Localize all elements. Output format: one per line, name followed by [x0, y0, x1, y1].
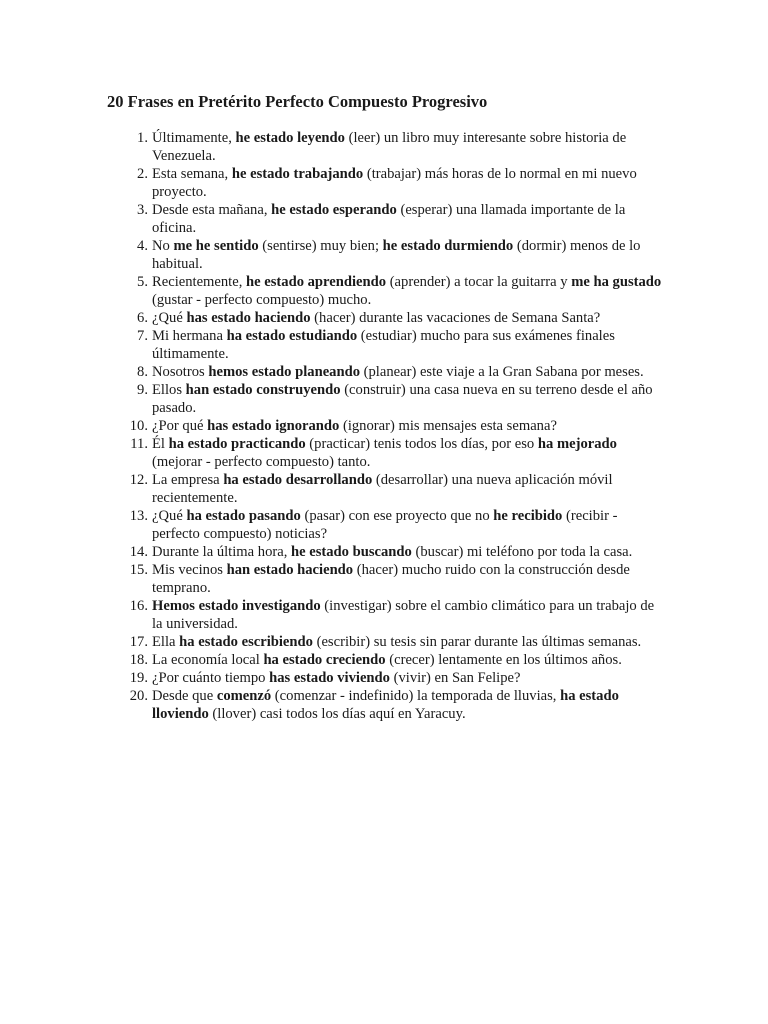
sentence-text: Desde que	[152, 688, 217, 704]
sentence-text: Mis vecinos	[152, 562, 227, 578]
verb-phrase: has estado ignorando	[207, 418, 340, 434]
list-item	[110, 471, 666, 507]
sentence-text: (gustar - perfecto compuesto) mucho.	[152, 292, 372, 308]
sentence-text: (crecer) lentamente en los últimos años.	[385, 652, 622, 668]
list-item	[110, 669, 666, 687]
list-item	[110, 561, 666, 597]
list-item	[110, 651, 666, 669]
verb-phrase: Hemos estado investigando	[152, 598, 321, 614]
verb-phrase: ha estado desarrollando	[223, 472, 373, 488]
list-item-number: 13.	[129, 508, 148, 524]
verb-phrase: comenzó	[216, 688, 272, 704]
list-item-number: 16.	[129, 598, 148, 614]
sentence-text: (dormir) menos de lo habitual.	[152, 238, 641, 272]
list-item	[110, 165, 666, 201]
document-title: 20 Frases en Pretérito Perfecto Compuesto Progresivo	[107, 92, 488, 111]
sentence-text: (practicar) tenis todos los días, por eso	[305, 436, 538, 452]
sentence-text: ¿Por qué	[152, 418, 208, 434]
verb-phrase: ha estado escribiendo	[179, 634, 313, 650]
list-item	[110, 633, 666, 651]
sentence-text: Nosotros	[152, 364, 209, 380]
sentence-text: ¿Qué	[152, 310, 187, 326]
list-item	[110, 327, 666, 363]
verb-phrase: hemos estado planeando	[208, 364, 360, 380]
list-item	[110, 381, 666, 417]
verb-phrase: he estado leyendo	[235, 130, 345, 146]
sentence-text: ¿Por cuánto tiempo	[152, 670, 270, 686]
sentence-text: (llover) casi todos los días aquí en Yaracuy.	[208, 706, 466, 722]
sentence-text: Últimamente,	[152, 130, 236, 146]
sentence-text: Ella	[152, 634, 180, 650]
verb-phrase: he estado esperando	[271, 202, 397, 218]
list-item-number: 2.	[137, 166, 148, 182]
sentence-text: (buscar) mi teléfono por toda la casa.	[411, 544, 633, 560]
sentence-text: Esta semana,	[152, 166, 232, 182]
sentence-text: (trabajar) más horas de lo normal en mi nuevo proyecto.	[152, 166, 637, 200]
sentence-text: (vivir) en San Felipe?	[389, 670, 521, 686]
sentence-text: Recientemente,	[152, 274, 247, 290]
sentence-text: (escribir) su tesis sin parar durante las últimas semanas.	[312, 634, 642, 650]
sentence-text: (investigar) sobre el cambio climático para un trabajo de la universidad.	[152, 598, 655, 632]
sentence-text: (pasar) con ese proyecto que no	[300, 508, 494, 524]
sentence-list	[110, 129, 666, 723]
verb-phrase: ha mejorado	[537, 436, 617, 452]
verb-phrase: he recibido	[493, 508, 563, 524]
sentence-text: (desarrollar) una nueva aplicación móvil recientemente.	[152, 472, 613, 506]
list-item	[110, 309, 666, 327]
verb-phrase: han estado haciendo	[226, 562, 354, 578]
sentence-text: Ellos	[152, 382, 186, 398]
verb-phrase: me he sentido	[173, 238, 259, 254]
verb-phrase: he estado durmiendo	[382, 238, 514, 254]
sentence-text: Mi hermana	[152, 328, 227, 344]
list-item-number: 3.	[137, 202, 148, 218]
sentence-text: (construir) una casa nueva en su terreno desde el año pasado.	[152, 382, 653, 416]
list-item-number: 18.	[129, 652, 148, 668]
list-item	[110, 363, 666, 381]
verb-phrase: me ha gustado	[571, 274, 662, 290]
verb-phrase: han estado construyendo	[185, 382, 341, 398]
list-item	[110, 237, 666, 273]
verb-phrase: ha estado pasando	[186, 508, 301, 524]
list-item-number: 7.	[137, 328, 148, 344]
sentence-text: (leer) un libro muy interesante sobre historia de Venezuela.	[152, 130, 627, 164]
sentence-text: La empresa	[152, 472, 224, 488]
verb-phrase: has estado viviendo	[269, 670, 390, 686]
list-item-number: 19.	[129, 670, 148, 686]
list-item-number: 12.	[129, 472, 148, 488]
list-item	[110, 417, 666, 435]
list-item-number: 8.	[137, 364, 148, 380]
list-item	[110, 543, 666, 561]
sentence-text: Durante la última hora,	[152, 544, 291, 560]
sentence-text: (sentirse) muy bien;	[258, 238, 383, 254]
list-item-number: 20.	[129, 688, 148, 704]
list-item	[110, 597, 666, 633]
list-item	[110, 129, 666, 165]
sentence-text: La economía local	[152, 652, 264, 668]
verb-phrase: has estado haciendo	[186, 310, 311, 326]
verb-phrase: he estado aprendiendo	[246, 274, 387, 290]
list-item-number: 9.	[137, 382, 148, 398]
list-item-number: 11.	[130, 436, 148, 452]
list-item	[110, 687, 666, 723]
list-item-number: 1.	[137, 130, 148, 146]
verb-phrase: he estado trabajando	[231, 166, 364, 182]
sentence-text: (comenzar - indefinido) la temporada de lluvias,	[271, 688, 561, 704]
list-item	[110, 435, 666, 471]
list-item-number: 15.	[129, 562, 148, 578]
list-item-number: 14.	[129, 544, 148, 560]
list-item-number: 10.	[129, 418, 148, 434]
list-item-number: 4.	[137, 238, 148, 254]
sentence-text: (hacer) durante las vacaciones de Semana Santa?	[310, 310, 601, 326]
sentence-text: (hacer) mucho ruido con la construcción desde temprano.	[152, 562, 630, 596]
list-item-number: 6.	[137, 310, 148, 326]
verb-phrase: he estado buscando	[291, 544, 412, 560]
list-item-number: 5.	[137, 274, 148, 290]
sentence-text: (planear) este viaje a la Gran Sabana por meses.	[360, 364, 644, 380]
sentence-text: (esperar) una llamada importante de la oficina.	[152, 202, 626, 236]
sentence-text: (aprender) a tocar la guitarra y	[386, 274, 572, 290]
list-item	[110, 273, 666, 309]
sentence-text: No	[152, 238, 174, 254]
list-item	[110, 201, 666, 237]
verb-phrase: ha estado practicando	[168, 436, 306, 452]
verb-phrase: ha estado creciendo	[263, 652, 386, 668]
list-item-number: 17.	[129, 634, 148, 650]
verb-phrase: ha estado lloviendo	[152, 688, 619, 722]
sentence-text: ¿Qué	[152, 508, 187, 524]
sentence-text: (recibir - perfecto compuesto) noticias?	[152, 508, 618, 542]
sentence-text: Él	[152, 436, 169, 452]
sentence-text: (estudiar) mucho para sus exámenes finales últimamente.	[152, 328, 615, 362]
sentence-text: Desde esta mañana,	[152, 202, 272, 218]
sentence-text: (ignorar) mis mensajes esta semana?	[339, 418, 557, 434]
verb-phrase: ha estado estudiando	[226, 328, 358, 344]
sentence-text: (mejorar - perfecto compuesto) tanto.	[152, 454, 371, 470]
list-item	[110, 507, 666, 543]
